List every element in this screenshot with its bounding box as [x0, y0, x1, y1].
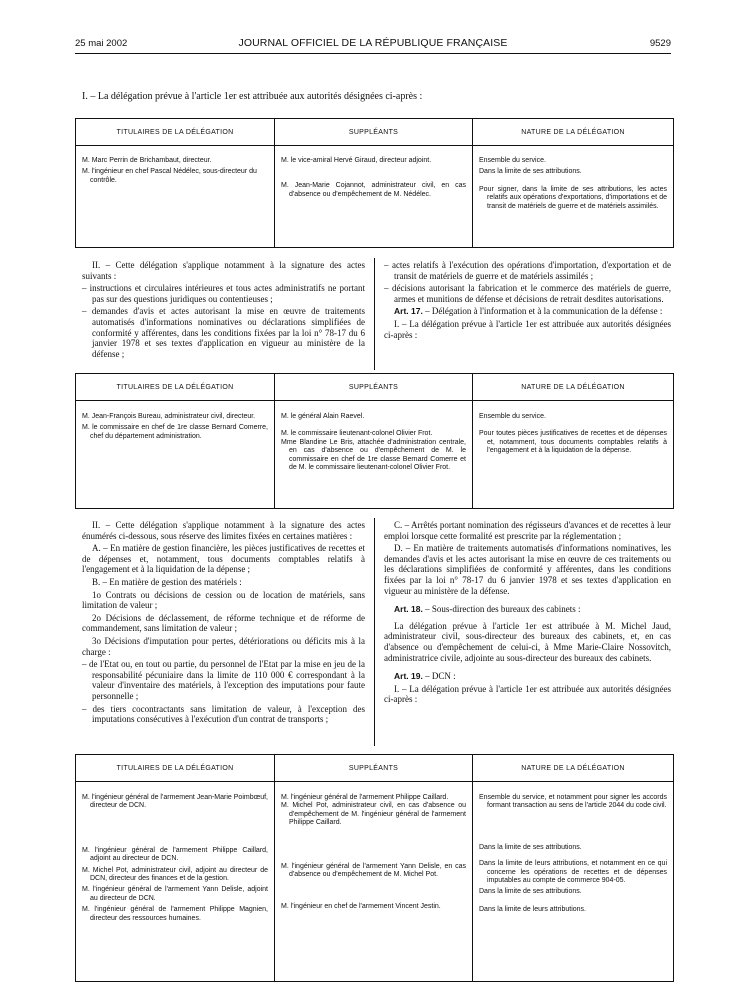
paragraph: II. – Cette délégation s'applique notamment à la signature des actes suivants : — [82, 260, 365, 281]
table-header-titulaires: TITULAIRES DE LA DÉLÉGATION — [76, 755, 275, 782]
list-item: – des tiers cocontractants sans limitation de valeur, à l'exception des imputations consécutives à l'exécution d'un contrat de transports ; — [82, 703, 365, 725]
paragraph: 3o Décisions d'imputation pour pertes, détériorations ou déficits mis à la charge : — [82, 635, 365, 657]
table-cell: M. Jean-François Bureau, administrateur civil, directeur. — [82, 413, 256, 420]
article-18-label: Art. 18. — [394, 604, 423, 615]
article-17-label: Art. 17. — [394, 306, 423, 317]
paragraph: C. – Arrêtés portant nomination des régisseurs d'avances et de recettes à leur emploi lorsque cette formalité est prescrite par la réglementation ; — [384, 520, 671, 541]
section1-left-column — [82, 260, 365, 361]
paragraph: I. – La délégation prévue à l'article 1er est attribuée aux autorités désignées ci-après : — [384, 683, 671, 705]
table-cell: M. le commissaire lieutenant-colonel Olivier Frot. — [281, 430, 433, 438]
header-journal-title: JOURNAL OFFICIEL DE LA RÉPUBLIQUE FRANÇAISE — [238, 37, 508, 49]
table-header-titulaires: TITULAIRES DE LA DÉLÉGATION — [76, 119, 275, 146]
list-item: – de l'Etat ou, en tout ou partie, du personnel de l'Etat par la mise en jeu de la responsabilité pécuniaire dans la limite de 110 000 € correspondant à la valeur d'inventaire des matériels, à l'exception des imputations pour faute personnelle ; — [82, 659, 365, 701]
table-cell: Dans la limite de leurs attributions. — [479, 905, 586, 913]
table-cell: M. l'ingénieur général de l'armement Yann Delisle, en cas d'absence ou d'empêchement de M. Michel Pot. — [281, 862, 466, 879]
article-19-title: – DCN : — [422, 671, 456, 682]
header-page-number: 9529 — [649, 38, 671, 49]
table-cell: Dans la limite de ses attributions. — [479, 843, 582, 851]
table-cell: Dans la limite de ses attributions. — [479, 888, 582, 896]
table-cell: M. le vice-amiral Hervé Giraud, directeur adjoint. — [281, 157, 432, 164]
article-19-label: Art. 19. — [394, 671, 423, 682]
list-item: – instructions et circulaires intérieures et tous actes administratifs ne portant pas sur des questions juridiques ou contentieuses ; — [82, 283, 365, 304]
table-cell: M. Michel Pot, administrateur civil, adjoint au directeur de DCN, directeur des finances et de la gestion. — [82, 866, 268, 883]
paragraph: I. – La délégation prévue à l'article 1er est attribuée aux autorités désignées ci-après : — [384, 318, 671, 340]
table-header-suppleants: SUPPLÉANTS — [275, 755, 473, 782]
table-cell: M. le commissaire en chef de 1re classe Bernard Comerre, chef du département administration. — [82, 424, 268, 440]
page-header — [75, 38, 671, 54]
table-header-nature: NATURE DE LA DÉLÉGATION — [473, 374, 674, 401]
table-cell: M. l'ingénieur général de l'armement Philippe Magnien, directeur des ressources humaines. — [82, 906, 268, 922]
table-cell: Pour signer, dans la limite de ses attributions, les actes relatifs aux opérations d'exportations, d'importations et de transit de matériels de guerre et de matériels assimilés. — [479, 185, 667, 210]
table-header-suppleants: SUPPLÉANTS — [275, 374, 473, 401]
table-cell: Mme Blandine Le Bris, attachée d'administration centrale, en cas d'absence ou d'empêchement de M. le commissaire en chef de 1re classe Bernard Comerre et de M. le commissaire lieutenant-colonel Olivier Frot. — [281, 438, 466, 472]
delegation-table-1 — [75, 118, 674, 248]
delegation-table-2 — [75, 373, 674, 509]
table-cell: M. l'ingénieur général de l'armement Philippe Caillard, adjoint au directeur de DCN. — [82, 846, 268, 863]
table-cell: Pour toutes pièces justificatives de recettes et de dépenses et, notamment, tous documents comptables relatifs à l'engagement et à la liquidation de la dépense. — [479, 430, 667, 455]
table-cell: M. l'ingénieur général de l'armement Yann Delisle, adjoint au directeur de DCN. — [82, 886, 268, 902]
art17-right-column — [384, 520, 671, 707]
list-item: – décisions autorisant la fabrication et le commerce des matériels de guerre, armes et munitions de défense et décisions de retrait desdites autorisations. — [384, 283, 671, 304]
table-cell: Ensemble du service. — [479, 413, 546, 420]
table-cell: M. l'ingénieur en chef Pascal Nédélec, sous-directeur du contrôle. — [82, 168, 257, 184]
table-cell: M. le général Alain Raevel. — [281, 413, 365, 420]
paragraph: A. – En matière de gestion financière, les pièces justificatives de recettes et de dépenses et, notamment, tous documents comptables relatifs à l'engagement et à la liquidation de la dépense ; — [82, 543, 365, 575]
paragraph: B. – En matière de gestion des matériels : — [92, 576, 242, 587]
paragraph: 1o Contrats ou décisions de cession ou de location de matériels, sans limitation de valeur ; — [82, 589, 365, 611]
paragraph: II. – Cette délégation s'applique notamment à la signature des actes énumérés ci-dessous, sous réserve des limites fixées en certaines matières : — [82, 520, 365, 541]
table-cell: Dans la limite de leurs attributions, et notamment en ce qui concerne les opérations de recettes et de dépenses imputables au compte de commerce 904-05. — [479, 860, 667, 885]
column-divider — [374, 258, 375, 370]
header-date: 25 mai 2002 — [75, 38, 128, 49]
table-cell: M. Jean-Marie Cojannot, administrateur civil, en cas d'absence ou d'empêchement de M. Nédélec. — [281, 182, 466, 198]
table-cell: M. l'ingénieur général de l'armement Jean-Marie Poimbœuf, directeur de DCN. — [82, 794, 268, 810]
table-cell: M. Michel Pot, administrateur civil, en cas d'absence ou d'empêchement de M. l'ingénieur général de l'armement Philippe Caillard. — [281, 802, 466, 827]
table-cell: Ensemble du service, et notamment pour signer les accords formant transaction au sens de l'article 2044 du code civil. — [479, 794, 667, 810]
table-header-nature: NATURE DE LA DÉLÉGATION — [473, 755, 674, 782]
table-header-suppleants: SUPPLÉANTS — [275, 119, 473, 146]
header-rule — [75, 53, 671, 54]
art17-left-column — [82, 520, 365, 727]
table-cell: Ensemble du service. — [479, 157, 546, 164]
table-header-nature: NATURE DE LA DÉLÉGATION — [473, 119, 674, 146]
table-cell: M. l'ingénieur en chef de l'armement Vincent Jestin. — [281, 903, 441, 911]
article-17-title: – Délégation à l'information et à la communication de la défense : — [422, 306, 663, 317]
article-18-title: – Sous-direction des bureaux des cabinets : — [422, 604, 581, 615]
table-cell: M. Marc Perrin de Brichambaut, directeur. — [82, 157, 212, 164]
table-cell: Dans la limite de ses attributions. — [479, 168, 582, 176]
section1-right-column — [384, 260, 671, 342]
list-item: – actes relatifs à l'exécution des opérations d'importation, d'exportation et de transit de matériels de guerre et de matériels assimilés ; — [384, 260, 671, 281]
paragraph: 2o Décisions de déclassement, de réforme technique et de réforme de commandement, sans limitation de valeur ; — [82, 612, 365, 634]
section1-intro: I. – La délégation prévue à l'article 1er est attribuée aux autorités désignées ci-après : — [82, 91, 423, 102]
table-cell: M. l'ingénieur général de l'armement Philippe Caillard. — [281, 794, 449, 801]
delegation-table-3 — [75, 754, 674, 982]
paragraph: La délégation prévue à l'article 1er est attribuée à M. Michel Jaud, administrateur civil, sous-directeur des bureaux des cabinets, et, en cas d'absence ou d'empêchement de celui-ci, à Mme Marie-Claire Nossovitch, administratrice civile, adjointe au sous-directeur des bureaux des cabinets. — [384, 620, 671, 663]
column-divider — [374, 518, 375, 746]
list-item: – demandes d'avis et actes autorisant la mise en œuvre de traitements automatisés d'informations nominatives ou déclarations simplifiées de conformité y afférentes, dans les conditions fixées par la loi n° 78-17 du 6 janvier 1978 et ses textes d'application en vigueur au ministère de la défense ; — [82, 306, 365, 359]
table-header-titulaires: TITULAIRES DE LA DÉLÉGATION — [76, 374, 275, 401]
paragraph: D. – En matière de traitements automatisés d'informations nominatives, les demandes d'avis et les actes autorisant la mise en œuvre de ces traitements ou les déclarations simplifiées de conformité y afférentes, dans les conditions fixées par la loi n° 78-17 du 6 janvier 1978 et ses textes d'application en vigueur au ministère de la défense. — [384, 543, 671, 596]
